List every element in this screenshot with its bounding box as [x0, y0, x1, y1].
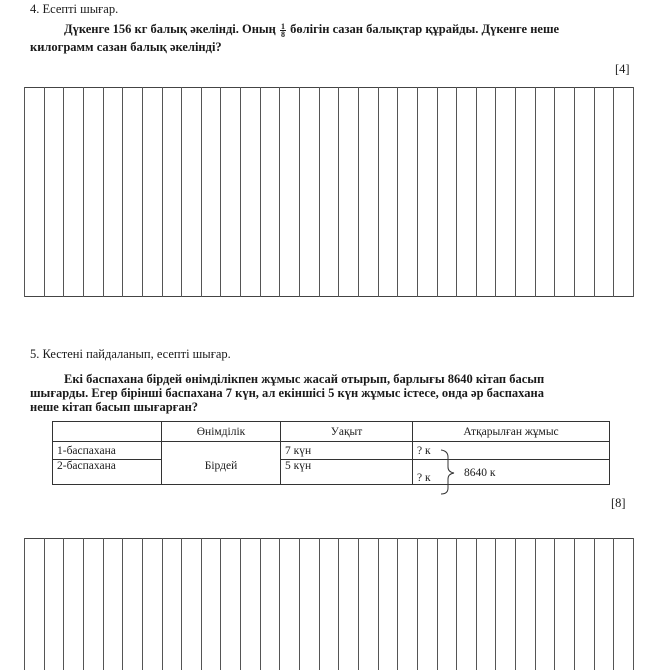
fraction-one-eighth: [280, 23, 286, 38]
grid-vertical-line: [437, 538, 438, 670]
task4-text-line2: килограмм сазан балық әкелінді?: [30, 40, 222, 54]
grid-vertical-line: [633, 538, 634, 670]
grid-vertical-line: [83, 87, 84, 297]
answer-grid-task5[interactable]: [24, 538, 634, 670]
grid-vertical-line: [594, 538, 595, 670]
grid-vertical-line: [613, 87, 614, 297]
grid-vertical-line: [397, 538, 398, 670]
grid-vertical-line: [299, 87, 300, 297]
grid-vertical-line: [554, 87, 555, 297]
grid-vertical-line: [220, 538, 221, 670]
grid-vertical-line: [574, 538, 575, 670]
grid-vertical-line: [515, 87, 516, 297]
grid-vertical-line: [476, 538, 477, 670]
task5-text-line2: шығарды. Егер бірінші баспахана 7 күн, ал екіншісі 5 күн жұмыс істесе, онда әр баспахана: [30, 386, 544, 400]
grid-vertical-line: [63, 538, 64, 670]
grid-vertical-line: [319, 87, 320, 297]
row1-productivity[interactable]: [162, 442, 281, 460]
grid-top-line: [24, 538, 634, 539]
task5-text-line1: Екі баспахана бірдей өнімділікпен жұмыс жасай отырып, барлығы 8640 кітап басып: [64, 372, 545, 386]
grid-vertical-line: [142, 87, 143, 297]
grid-vertical-line: [397, 87, 398, 297]
grid-vertical-line: [44, 87, 45, 297]
grid-vertical-line: [358, 87, 359, 297]
row1-work-value: ? к: [417, 444, 431, 457]
row1-time: 7 күн: [281, 442, 413, 460]
grid-vertical-line: [633, 87, 634, 297]
grid-vertical-line: [338, 538, 339, 670]
row2-time: 5 күн: [281, 460, 413, 485]
grid-vertical-line: [181, 87, 182, 297]
grid-vertical-line: [535, 538, 536, 670]
grid-vertical-line: [162, 87, 163, 297]
grid-vertical-line: [279, 538, 280, 670]
task5-text-line3: неше кітап басып шығарған?: [30, 400, 199, 414]
task4-score: [4]: [615, 62, 630, 76]
grid-vertical-line: [103, 538, 104, 670]
task5-table: [52, 421, 610, 485]
grid-vertical-line: [437, 87, 438, 297]
table-header-productivity: Өнімділік: [162, 422, 281, 442]
table-header-row: [53, 422, 610, 442]
grid-bottom-line: [24, 296, 634, 297]
grid-vertical-line: [83, 538, 84, 670]
table-row-2: [53, 460, 610, 485]
grid-vertical-line: [220, 87, 221, 297]
task4-text-after-fraction: бөлігін сазан балықтар құрайды. Дүкенге неше: [290, 22, 560, 36]
answer-grid-task4[interactable]: [24, 87, 634, 297]
table-header-work: Атқарылған жұмыс: [413, 422, 610, 442]
grid-vertical-line: [378, 538, 379, 670]
grid-vertical-line: [554, 538, 555, 670]
fraction-denominator: 8: [281, 29, 285, 39]
grid-vertical-line: [476, 87, 477, 297]
task4-text-line1: [64, 22, 559, 38]
total-work-value: 8640 к: [464, 467, 496, 479]
grid-vertical-line: [299, 538, 300, 670]
grid-vertical-line: [240, 538, 241, 670]
table-header-time: Уақыт: [281, 422, 413, 442]
task4-title: 4. Есепті шығар.: [30, 2, 119, 16]
grid-vertical-line: [24, 87, 25, 297]
task5-score: [8]: [611, 496, 626, 510]
grid-vertical-line: [417, 538, 418, 670]
curly-brace-icon: [440, 449, 462, 495]
grid-vertical-line: [122, 538, 123, 670]
grid-vertical-line: [495, 538, 496, 670]
grid-vertical-line: [260, 538, 261, 670]
grid-vertical-line: [162, 538, 163, 670]
grid-vertical-line: [456, 538, 457, 670]
grid-vertical-line: [44, 538, 45, 670]
grid-vertical-line: [63, 87, 64, 297]
grid-vertical-line: [279, 87, 280, 297]
grid-vertical-line: [181, 538, 182, 670]
grid-vertical-line: [358, 538, 359, 670]
fraction-numerator: 1: [281, 21, 285, 31]
table-row-1: [53, 442, 610, 460]
grid-vertical-line: [613, 538, 614, 670]
grid-top-line: [24, 87, 634, 88]
grid-vertical-line: [574, 87, 575, 297]
grid-vertical-line: [240, 87, 241, 297]
grid-vertical-line: [515, 538, 516, 670]
grid-vertical-line: [495, 87, 496, 297]
grid-vertical-line: [201, 87, 202, 297]
grid-vertical-line: [338, 87, 339, 297]
grid-vertical-line: [456, 87, 457, 297]
grid-vertical-line: [103, 87, 104, 297]
grid-vertical-line: [122, 87, 123, 297]
table-header-empty: [53, 422, 162, 442]
grid-vertical-line: [142, 538, 143, 670]
task4-text-before-fraction: Дүкенге 156 кг балық әкелінді. Оның: [64, 22, 276, 36]
row2-productivity: Бірдей: [162, 460, 281, 485]
row2-name: 2-баспахана: [53, 460, 162, 485]
row1-name: 1-баспахана: [53, 442, 162, 460]
grid-vertical-line: [201, 538, 202, 670]
grid-vertical-line: [417, 87, 418, 297]
grid-vertical-line: [378, 87, 379, 297]
grid-vertical-line: [260, 87, 261, 297]
grid-vertical-line: [319, 538, 320, 670]
task5-title: 5. Кестені пайдаланып, есепті шығар.: [30, 347, 231, 361]
row2-work-value: ? к: [417, 472, 431, 484]
grid-vertical-line: [535, 87, 536, 297]
grid-vertical-line: [594, 87, 595, 297]
grid-vertical-line: [24, 538, 25, 670]
